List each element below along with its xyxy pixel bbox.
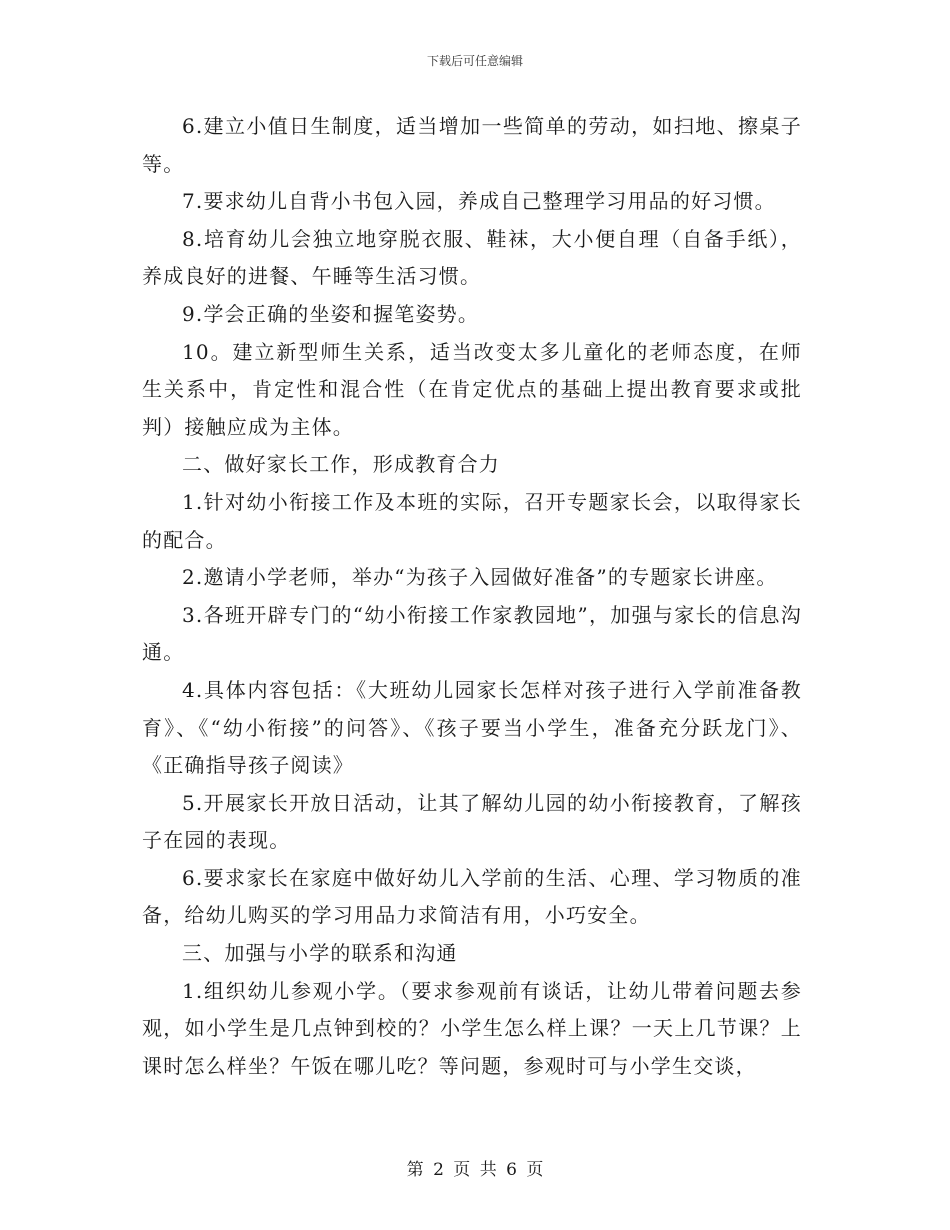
paragraph-item-8: 8.培育幼儿会独立地穿脱衣服、鞋袜，大小便自理（自备手纸），养成良好的进餐、午睡等生活习惯。 — [142, 226, 802, 289]
page-header: 下载后可任意编辑 — [426, 54, 523, 68]
paragraph-school-1: 1.组织幼儿参观小学。（要求参观前有谈话，让幼儿带着问题去参观，如小学生是几点钟到校的？小学生怎么样上课？一天上几节课？上课时怎么样坐？午饭在哪儿吃？等问题，参观时可与小学生交谈， — [142, 978, 802, 1078]
paragraph-parent-3: 3.各班开辟专门的“幼小衔接工作家教园地”，加强与家长的信息沟通。 — [142, 602, 802, 665]
section-heading-3: 三、加强与小学的联系和沟通 — [182, 941, 458, 966]
paragraph-parent-2: 2.邀请小学老师，举办“为孩子入园做好准备”的专题家长讲座。 — [182, 565, 778, 590]
page-footer: 第 2 页 共 6 页 — [406, 1160, 544, 1180]
paragraph-parent-4: 4.具体内容包括：《大班幼儿园家长怎样对孩子进行入学前准备教育》、《“幼小衔接”的问答》、《孩子要当小学生，准备充分跃龙门》、《正确指导孩子阅读》 — [142, 677, 802, 778]
document-body — [142, 108, 802, 1085]
section-heading-2: 二、做好家长工作，形成教育合力 — [182, 452, 500, 477]
paragraph-parent-5: 5.开展家长开放日活动，让其了解幼儿园的幼小衔接教育，了解孩子在园的表现。 — [142, 790, 802, 853]
paragraph-parent-6: 6.要求家长在家庭中做好幼儿入学前的生活、心理、学习物质的准备，给幼儿购买的学习用品力求简洁有用，小巧安全。 — [142, 865, 802, 928]
paragraph-item-9: 9.学会正确的坐姿和握笔姿势。 — [182, 301, 480, 326]
paragraph-item-6: 6.建立小值日生制度，适当增加一些简单的劳动，如扫地、擦桌子等。 — [142, 114, 802, 176]
paragraph-parent-1: 1.针对幼小衔接工作及本班的实际，召开专题家长会，以取得家长的配合。 — [142, 489, 802, 552]
paragraph-item-10: 10。建立新型师生关系，适当改变太多儿童化的老师态度，在师生关系中，肯定性和混合性（在肯定优点的基础上提出教育要求或批判）接触应成为主体。 — [142, 339, 802, 439]
paragraph-item-7: 7.要求幼儿自背小书包入园，养成自己整理学习用品的好习惯。 — [182, 189, 776, 214]
